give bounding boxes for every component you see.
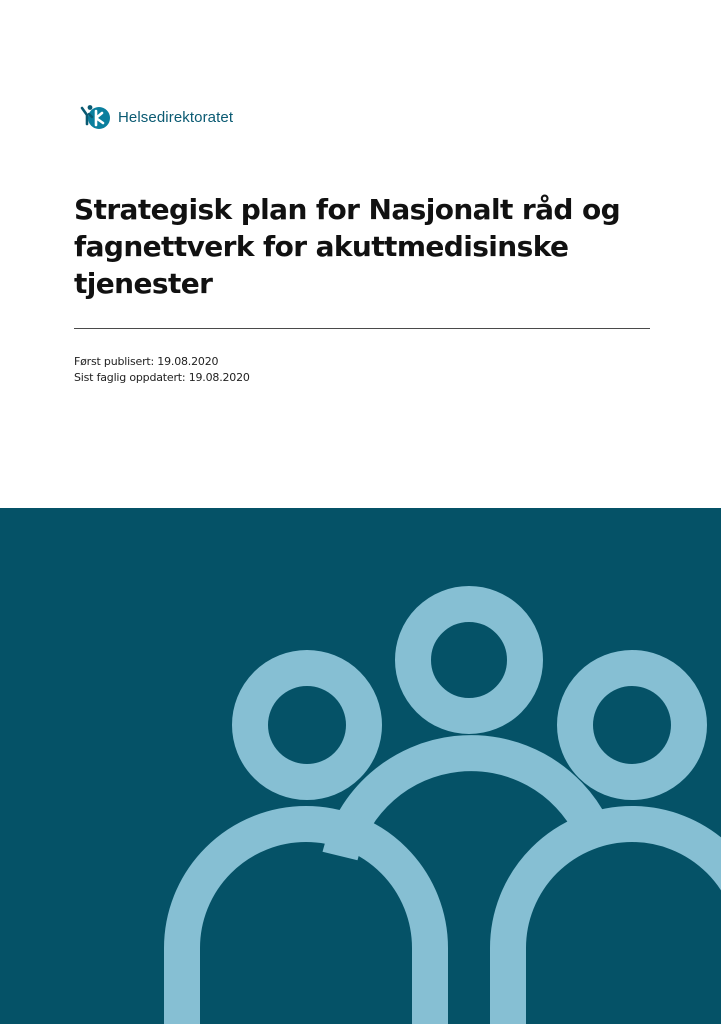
cover-illustration	[0, 508, 725, 1024]
last-updated-date: Sist faglig oppdatert: 19.08.2020	[74, 371, 250, 384]
brand-logo	[80, 104, 233, 130]
people-group-illustration-icon	[0, 508, 725, 1024]
document-title: Strategisk plan for Nasjonalt råd og fagnettverk for akuttmedisinske tjenester	[74, 193, 621, 300]
logo-text: Helsedirektoratet	[118, 108, 234, 126]
publication-meta	[74, 354, 250, 386]
first-published-date: Først publisert: 19.08.2020	[74, 355, 219, 368]
title-divider	[74, 328, 650, 329]
helsedirektoratet-logo-icon	[80, 104, 112, 130]
